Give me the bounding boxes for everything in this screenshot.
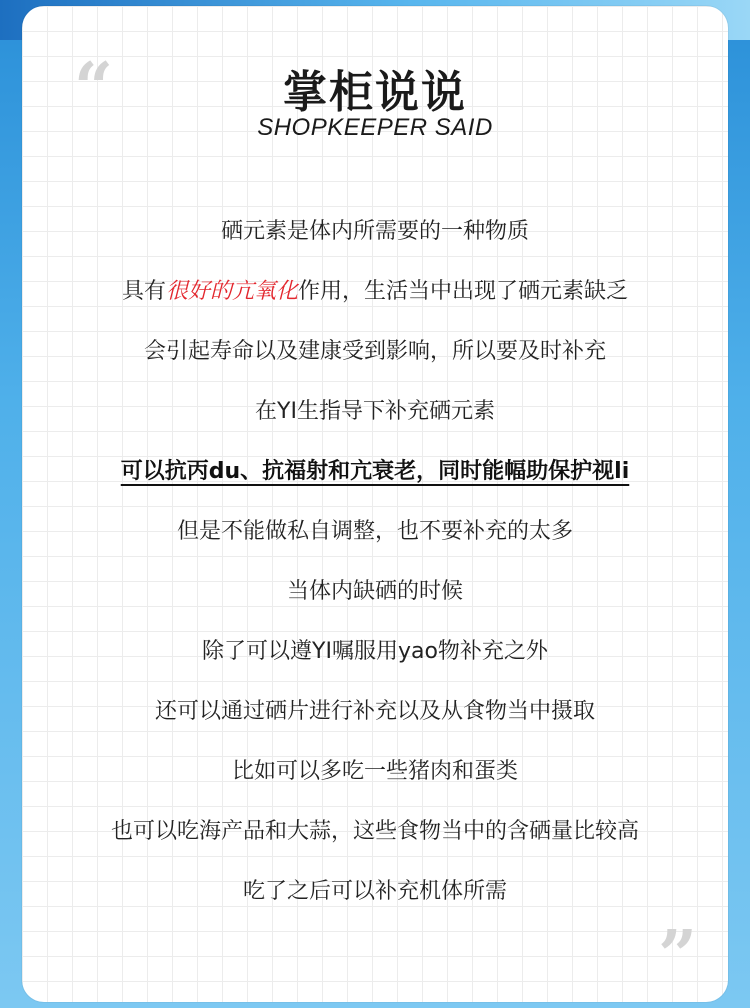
body-line: 但是不能做私自调整，也不要补充的太多 [176, 519, 573, 544]
close-quote-icon: ” [658, 916, 698, 996]
body-line-prefix: 具有 [121, 279, 166, 304]
body-line: 在YI生指导下补充硒元素 [255, 399, 495, 424]
body-line-suffix: 作用，生活当中出现了硒元素缺乏 [298, 279, 629, 304]
open-quote-icon: “ [74, 48, 114, 128]
page-subtitle: SHOPKEEPER SAID [257, 114, 493, 141]
body-line [22, 262, 728, 322]
emphasis-text: 可以抗丙du、抗福射和亢衰老，同时能幅助保护视li [120, 459, 630, 484]
body-line: 硒元素是体内所需要的一种物质 [220, 219, 529, 244]
content-card [22, 6, 728, 1002]
body-line: 当体内缺硒的时候 [286, 579, 463, 604]
body-line: 也可以吃海产品和大蒜，这些食物当中的含硒量比较高 [110, 819, 639, 844]
body-line: 还可以通过硒片进行补充以及从食物当中摄取 [154, 699, 595, 724]
body-line: 吃了之后可以补充机体所需 [242, 879, 507, 904]
article-body [22, 202, 728, 922]
body-line: 除了可以遵YI嘱服用yao物补充之外 [202, 639, 548, 664]
highlight-text: 很好的亢氧化 [165, 279, 298, 304]
body-line: 会引起寿命以及建康受到影响，所以要及时补充 [143, 339, 606, 364]
page-title: 掌柜说说 [283, 67, 467, 118]
body-line: 比如可以多吃一些猪肉和蛋类 [231, 759, 518, 784]
body-line-emphasis [22, 442, 728, 502]
